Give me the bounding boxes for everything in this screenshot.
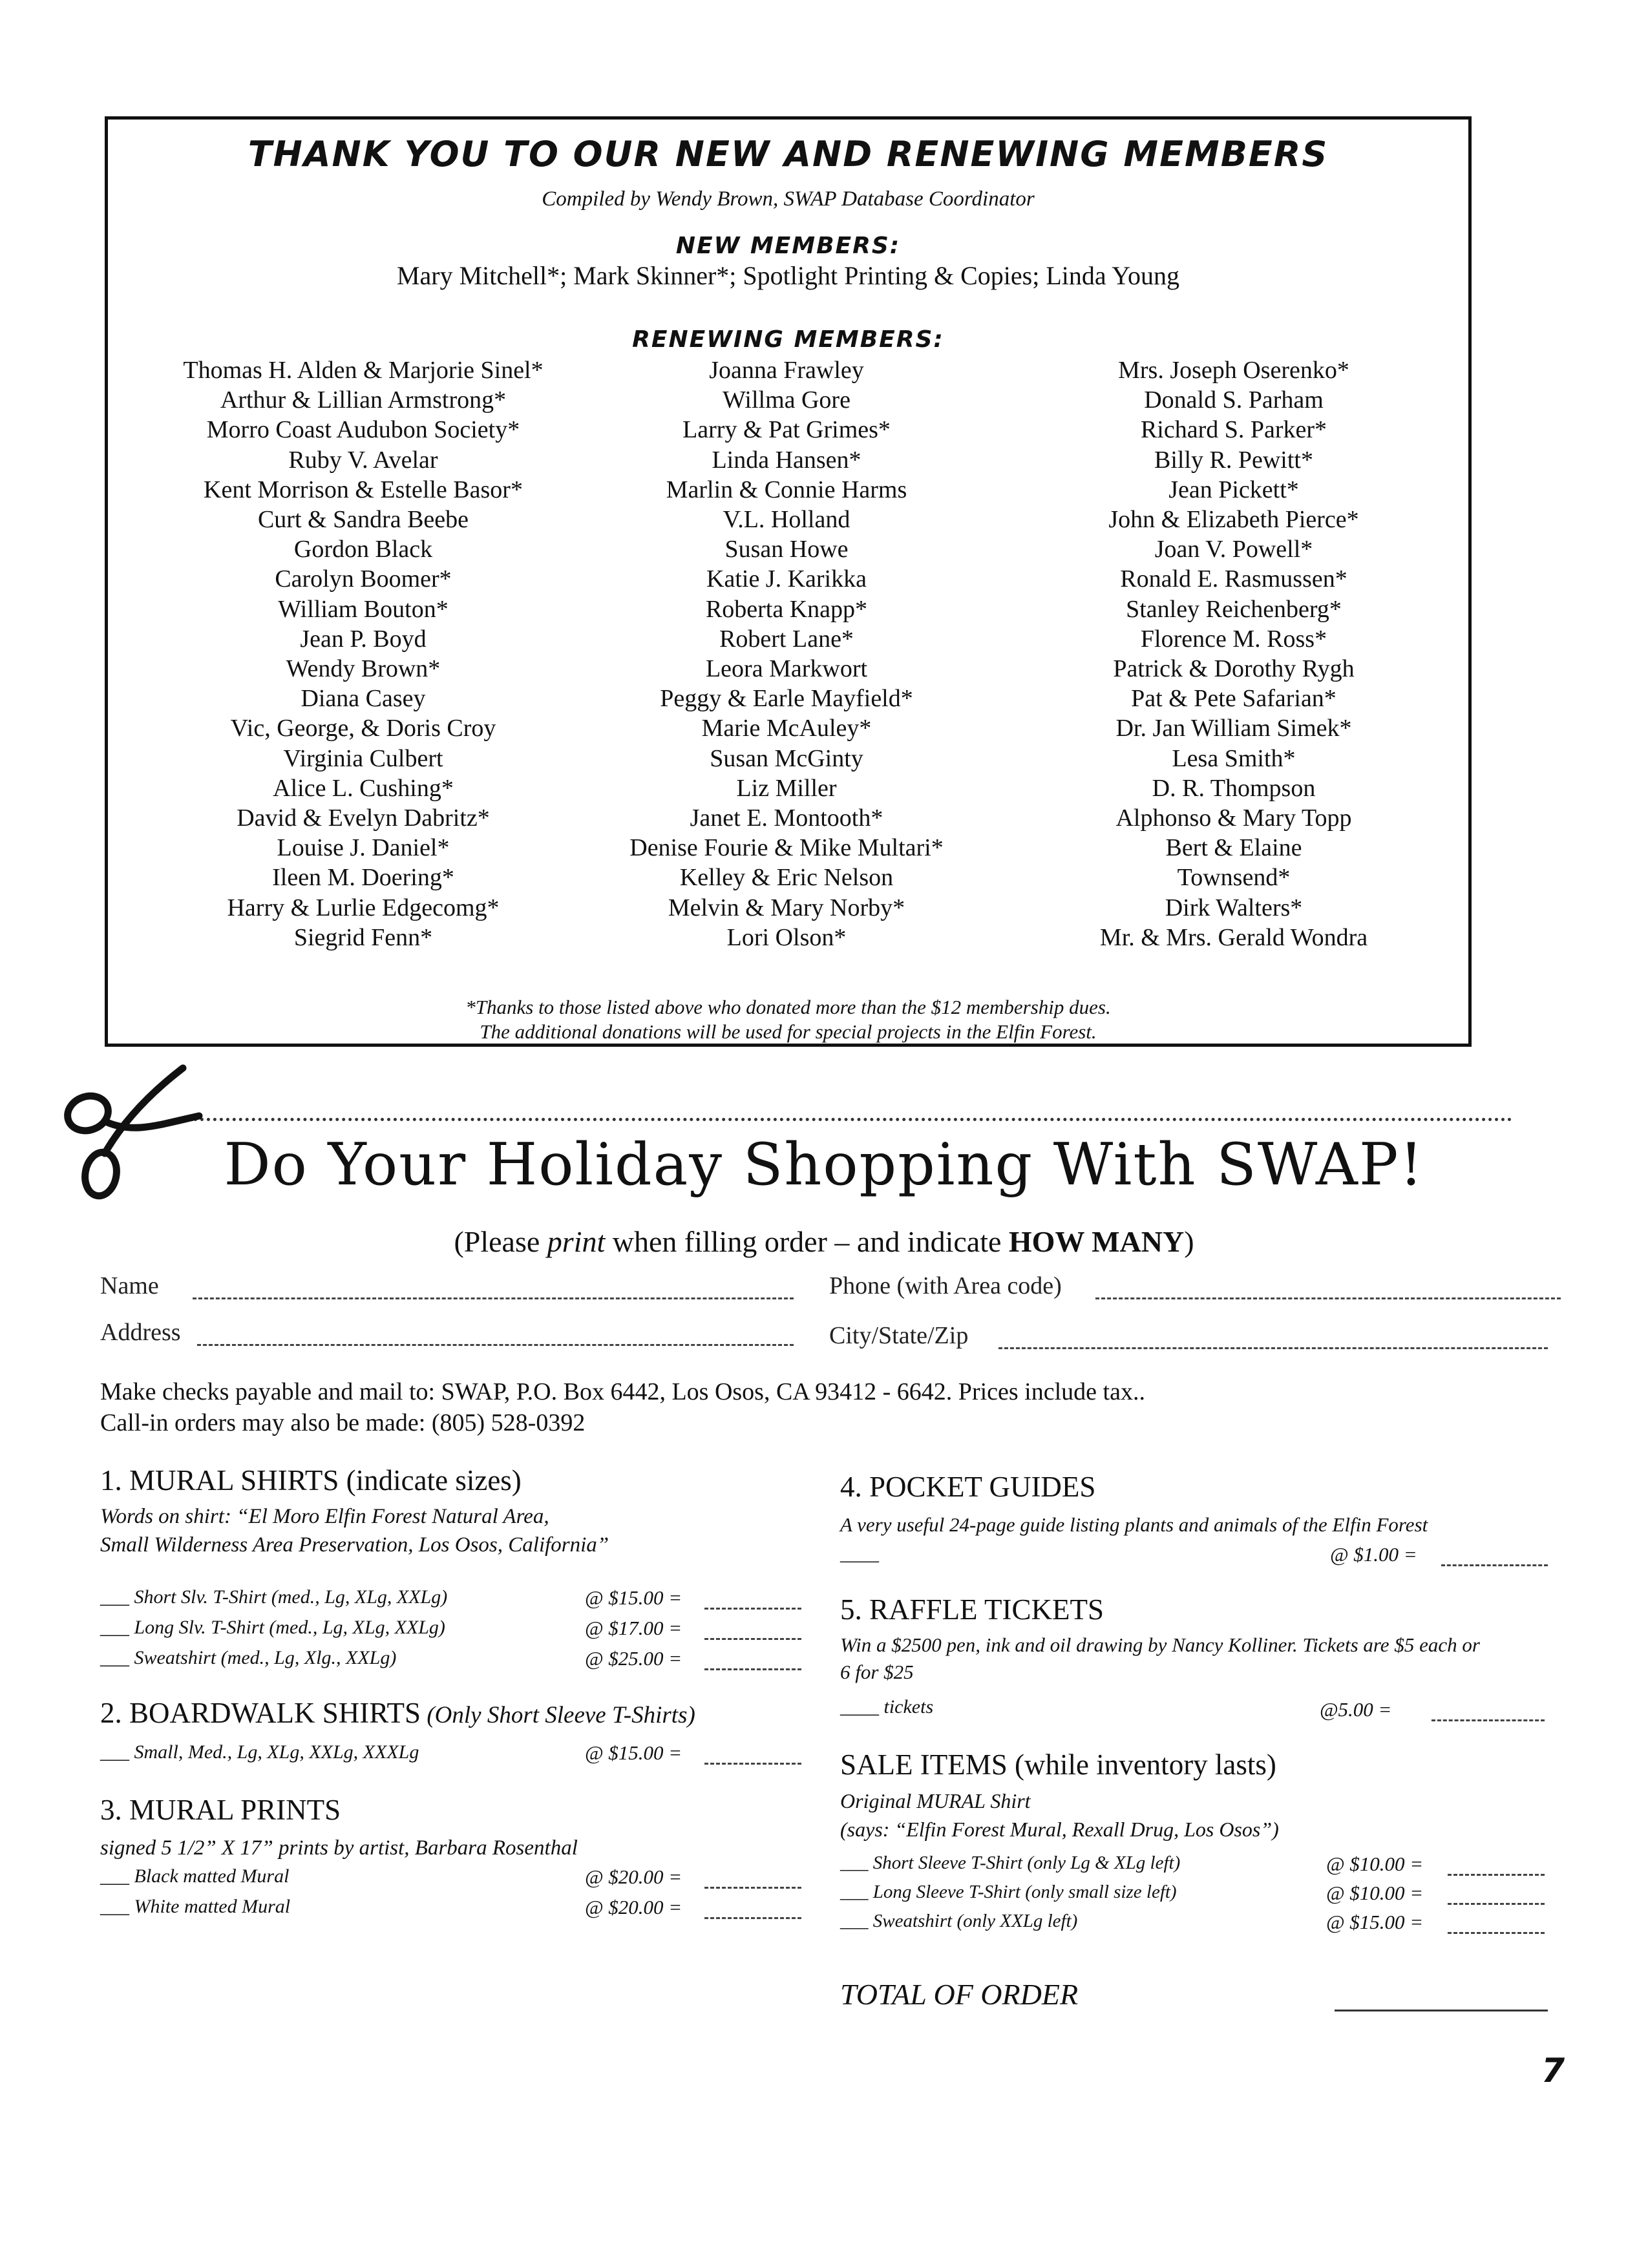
boardwalk-amount[interactable] <box>704 1763 801 1765</box>
sale-long-sleeve-amount[interactable] <box>1448 1903 1545 1905</box>
member-name: Alice L. Cushing* <box>273 774 454 802</box>
boardwalk-title-main: 2. BOARDWALK SHIRTS <box>100 1697 421 1729</box>
name-field[interactable] <box>193 1297 794 1299</box>
sale-sweatshirt-item: ___ Sweatshirt (only XXLg left) <box>840 1911 1078 1931</box>
member-name: Wendy Brown* <box>286 655 441 683</box>
address-field[interactable] <box>197 1344 794 1346</box>
sale-long-sleeve-item: ___ Long Sleeve T-Shirt (only small size left) <box>840 1882 1177 1902</box>
member-name: Florence M. Ross* <box>1140 625 1327 653</box>
pocket-guides-amount[interactable] <box>1441 1564 1548 1566</box>
mural-short-sleeve-price: @ $15.00 = <box>585 1586 682 1609</box>
total-of-order-label: TOTAL OF ORDER <box>840 1978 1079 2011</box>
member-name: Lesa Smith* <box>1172 744 1296 772</box>
member-name: David & Evelyn Dabritz* <box>237 804 490 832</box>
member-name: Alphonso & Mary Topp <box>1115 804 1352 832</box>
member-name: Melvin & Mary Norby* <box>668 894 905 921</box>
member-name: Richard S. Parker* <box>1140 416 1327 444</box>
page-number: 7 <box>1541 2052 1565 2090</box>
new-members-list: Mary Mitchell*; Mark Skinner*; Spotlight Printing & Copies; Linda Young <box>396 261 1180 290</box>
member-name: Townsend* <box>1177 864 1291 892</box>
instr-post: ) <box>1184 1225 1194 1258</box>
boardwalk-price: @ $15.00 = <box>585 1741 682 1764</box>
mural-long-sleeve-price: @ $17.00 = <box>585 1617 682 1639</box>
instr-pre: (Please <box>454 1225 547 1258</box>
member-name: Liz Miller <box>736 774 837 802</box>
sale-items-description <box>840 1787 1279 1843</box>
donation-footnote <box>108 995 1468 1044</box>
address-label: Address <box>100 1319 181 1346</box>
black-matted-price: @ $20.00 = <box>585 1865 682 1888</box>
raffle-desc-line-2: 6 for $25 <box>840 1661 914 1683</box>
total-of-order-field[interactable] <box>1335 2010 1548 2011</box>
mural-long-sleeve-item: ___ Long Slv. T-Shirt (med., Lg, XLg, XXLg) <box>100 1617 445 1638</box>
sale-short-sleeve-price: @ $10.00 = <box>1326 1853 1424 1875</box>
member-name: Susan McGinty <box>710 744 863 772</box>
pocket-guides-qty: ____ <box>840 1543 879 1564</box>
white-matted-item: ___ White matted Mural <box>100 1896 291 1917</box>
member-name: Mrs. Joseph Oserenko* <box>1118 357 1349 384</box>
raffle-price: @5.00 = <box>1320 1698 1392 1721</box>
member-name: Ronald E. Rasmussen* <box>1120 565 1347 593</box>
mural-short-sleeve-amount[interactable] <box>704 1608 801 1610</box>
raffle-tickets-qty: ____ tickets <box>840 1696 934 1717</box>
member-name: Thomas H. Alden & Marjorie Sinel* <box>183 357 544 384</box>
member-name: Virginia Culbert <box>283 744 443 772</box>
instr-how-many: HOW MANY <box>1008 1225 1185 1258</box>
member-name: Gordon Black <box>293 536 433 563</box>
mural-short-sleeve-item: ___ Short Slv. T-Shirt (med., Lg, XLg, XXLg) <box>100 1586 448 1608</box>
member-name: Roberta Knapp* <box>705 595 868 623</box>
mural-shirts-description <box>100 1502 811 1559</box>
member-name: Kelley & Eric Nelson <box>679 864 894 892</box>
members-column-3 <box>1008 355 1460 952</box>
member-name: Susan Howe <box>724 536 849 563</box>
raffle-amount[interactable] <box>1431 1719 1545 1721</box>
member-name: Billy R. Pewitt* <box>1154 446 1313 474</box>
member-name: William Bouton* <box>278 595 449 623</box>
member-name: Joan V. Powell* <box>1154 536 1313 563</box>
renewing-members-heading: RENEWING MEMBERS: <box>632 326 944 353</box>
member-name: Ruby V. Avelar <box>288 446 438 474</box>
member-name: Katie J. Karikka <box>706 565 867 593</box>
mural-shirts-desc-line-1: Words on shirt: “El Moro Elfin Forest Natural Area, <box>100 1505 549 1528</box>
raffle-tickets-title: 5. RAFFLE TICKETS <box>840 1593 1104 1626</box>
member-name: V.L. Holland <box>723 506 850 534</box>
member-name: Patrick & Dorothy Rygh <box>1113 655 1355 683</box>
member-name: Denise Fourie & Mike Multari* <box>629 834 944 862</box>
member-name: Louise J. Daniel* <box>277 834 450 862</box>
mural-shirts-title: 1. MURAL SHIRTS (indicate sizes) <box>100 1464 522 1496</box>
member-name: Vic, George, & Doris Croy <box>230 715 496 742</box>
member-name: Morro Coast Audubon Society* <box>206 416 520 444</box>
call-in-line: Call-in orders may also be made: (805) 528-0392 <box>100 1409 586 1436</box>
member-name: Larry & Pat Grimes* <box>682 416 891 444</box>
mural-sweatshirt-item: ___ Sweatshirt (med., Lg, Xlg., XXLg) <box>100 1647 397 1668</box>
black-matted-item: ___ Black matted Mural <box>100 1865 290 1887</box>
member-name: Jean Pickett* <box>1168 476 1299 503</box>
member-name: Siegrid Fenn* <box>293 923 433 951</box>
mural-sweatshirt-amount[interactable] <box>704 1668 801 1670</box>
member-name: Kent Morrison & Estelle Basor* <box>204 476 523 503</box>
member-name: Arthur & Lillian Armstrong* <box>220 386 507 414</box>
instr-print: print <box>547 1225 606 1258</box>
member-name: Donald S. Parham <box>1144 386 1324 414</box>
sale-items-title: SALE ITEMS (while inventory lasts) <box>840 1748 1276 1781</box>
pocket-guides-price: @ $1.00 = <box>1330 1543 1417 1566</box>
order-form-title: Do Your Holiday Shopping With SWAP! <box>224 1131 1424 1199</box>
member-name: Carolyn Boomer* <box>275 565 452 593</box>
member-name: Peggy & Earle Mayfield* <box>660 685 913 713</box>
member-name: Joanna Frawley <box>709 357 864 384</box>
member-name: Dirk Walters* <box>1165 894 1303 921</box>
member-name: Harry & Lurlie Edgecomg* <box>227 894 500 921</box>
member-name: John & Elizabeth Pierce* <box>1108 506 1359 534</box>
city-label: City/State/Zip <box>829 1322 969 1349</box>
members-title: THANK YOU TO OUR NEW AND RENEWING MEMBERS <box>248 134 1329 174</box>
new-members-heading: NEW MEMBERS: <box>675 233 901 259</box>
members-column-1 <box>137 355 589 952</box>
mural-long-sleeve-amount[interactable] <box>704 1638 801 1640</box>
sale-desc-line-1: Original MURAL Shirt <box>840 1789 1031 1812</box>
cut-line <box>194 1118 1512 1121</box>
sale-short-sleeve-item: ___ Short Sleeve T-Shirt (only Lg & XLg left) <box>840 1853 1181 1873</box>
raffle-description <box>840 1632 1480 1686</box>
phone-field[interactable] <box>1095 1297 1561 1299</box>
member-name: Leora Markwort <box>705 655 868 683</box>
member-name: Robert Lane* <box>719 625 854 653</box>
instr-mid: when filling order – and indicate <box>605 1225 1009 1258</box>
name-label: Name <box>100 1272 159 1299</box>
member-name: Marlin & Connie Harms <box>666 476 907 503</box>
member-name: D. R. Thompson <box>1152 774 1316 802</box>
member-name: Marie McAuley* <box>701 715 872 742</box>
sale-sweatshirt-price: @ $15.00 = <box>1326 1911 1424 1933</box>
raffle-desc-line-1: Win a $2500 pen, ink and oil drawing by Nancy Kolliner. Tickets are $5 each or <box>840 1633 1480 1656</box>
boardwalk-shirts-title <box>100 1696 695 1730</box>
sale-short-sleeve-amount[interactable] <box>1448 1874 1545 1876</box>
mural-prints-title: 3. MURAL PRINTS <box>100 1794 341 1826</box>
member-name: Bert & Elaine <box>1165 834 1302 862</box>
member-name: Janet E. Montooth* <box>690 804 883 832</box>
boardwalk-title-note: (Only Short Sleeve T-Shirts) <box>421 1702 695 1728</box>
sale-desc-line-2: (says: “Elfin Forest Mural, Rexall Drug, Los Osos”) <box>840 1818 1279 1841</box>
member-name: Lori Olson* <box>726 923 847 951</box>
member-name: Willma Gore <box>723 386 850 414</box>
member-name: Mr. & Mrs. Gerald Wondra <box>1099 923 1368 951</box>
member-name: Curt & Sandra Beebe <box>257 506 469 534</box>
member-name: Diana Casey <box>301 685 426 713</box>
white-matted-price: @ $20.00 = <box>585 1896 682 1918</box>
mural-prints-description: signed 5 1/2” X 17” prints by artist, Barbara Rosenthal <box>100 1836 578 1860</box>
sale-long-sleeve-price: @ $10.00 = <box>1326 1882 1424 1904</box>
white-matted-amount[interactable] <box>704 1917 801 1919</box>
order-instructions <box>0 1224 1648 1259</box>
mailing-instructions <box>100 1376 1587 1438</box>
members-subtitle: Compiled by Wendy Brown, SWAP Database Coordinator <box>542 187 1035 211</box>
city-state-zip-field[interactable] <box>998 1347 1548 1349</box>
pocket-guides-title: 4. POCKET GUIDES <box>840 1471 1096 1503</box>
member-name: Pat & Pete Safarian* <box>1131 685 1336 713</box>
member-name: Dr. Jan William Simek* <box>1115 715 1352 742</box>
mail-line: Make checks payable and mail to: SWAP, P.O. Box 6442, Los Osos, CA 93412 - 6642. Prices include tax.. <box>100 1378 1145 1405</box>
member-name: Ileen M. Doering* <box>272 864 454 892</box>
members-box <box>105 116 1472 1047</box>
member-name: Jean P. Boyd <box>300 625 427 653</box>
pocket-guides-description: A very useful 24-page guide listing plants and animals of the Elfin Forest <box>840 1513 1428 1536</box>
member-name: Linda Hansen* <box>712 446 861 474</box>
footnote-line-2: The additional donations will be used for special projects in the Elfin Forest. <box>480 1020 1097 1043</box>
phone-label: Phone (with Area code) <box>829 1272 1062 1299</box>
members-column-2 <box>560 355 1013 952</box>
mural-shirts-desc-line-2: Small Wilderness Area Preservation, Los Osos, California” <box>100 1533 609 1557</box>
boardwalk-item: ___ Small, Med., Lg, XLg, XXLg, XXXLg <box>100 1741 419 1763</box>
sale-sweatshirt-amount[interactable] <box>1448 1932 1545 1934</box>
footnote-line-1: *Thanks to those listed above who donated more than the $12 membership dues. <box>465 996 1111 1018</box>
member-name: Stanley Reichenberg* <box>1126 595 1342 623</box>
black-matted-amount[interactable] <box>704 1887 801 1889</box>
mural-sweatshirt-price: @ $25.00 = <box>585 1647 682 1670</box>
